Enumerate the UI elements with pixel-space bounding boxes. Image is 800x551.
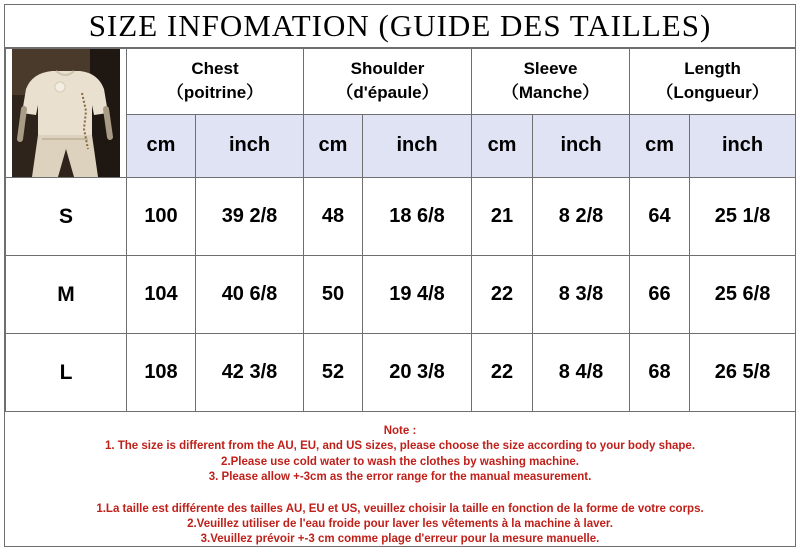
unit-cell: inch — [363, 114, 472, 178]
unit-cell: inch — [533, 114, 630, 178]
note-fr-line: 3.Veuillez prévoir +-3 cm comme plage d'erreur pour la mesure manuelle. — [200, 533, 600, 546]
measure-cell: 25 6/8 — [690, 256, 796, 334]
measure-cell: 50 — [304, 256, 363, 334]
note-en-line: 3. Please allow +-3cm as the error range for the manual measurement. — [208, 471, 592, 484]
note-en-line: 2.Please use cold water to wash the clothes by washing machine. — [221, 455, 579, 468]
table-row — [6, 178, 796, 256]
measure-cell: 22 — [472, 334, 533, 412]
unit-cell: inch — [690, 114, 796, 178]
measure-cell: 8 2/8 — [533, 178, 630, 256]
product-photo — [12, 49, 120, 177]
measure-cell: 22 — [472, 256, 533, 334]
note-en-line: 1. The size is different from the AU, EU, and US sizes, please choose the size according to your body shape. — [104, 440, 696, 453]
measure-cell: 108 — [127, 334, 196, 412]
group-chest — [127, 49, 304, 115]
measure-cell: 39 2/8 — [196, 178, 304, 256]
measure-cell: 8 4/8 — [533, 334, 630, 412]
table-row — [6, 256, 796, 334]
notes-heading: Note : — [383, 425, 417, 437]
size-chart-sheet — [4, 4, 796, 547]
measure-cell: 104 — [127, 256, 196, 334]
measure-cell: 26 5/8 — [690, 334, 796, 412]
measure-cell: 52 — [304, 334, 363, 412]
measure-cell: 40 6/8 — [196, 256, 304, 334]
group-length-name: Length — [684, 59, 741, 79]
measure-cell: 100 — [127, 178, 196, 256]
unit-cell: inch — [196, 114, 304, 178]
measure-cell: 18 6/8 — [363, 178, 472, 256]
group-length — [630, 49, 796, 115]
note-fr-line: 2.Veuillez utiliser de l'eau froide pour laver les vêtements à la machine à laver. — [187, 518, 613, 531]
measure-cell: 68 — [630, 334, 690, 412]
measure-cell: 19 4/8 — [363, 256, 472, 334]
measure-cell: 20 3/8 — [363, 334, 472, 412]
measure-cell: 21 — [472, 178, 533, 256]
measure-cell: 66 — [630, 256, 690, 334]
unit-cell: cm — [304, 114, 363, 178]
group-shoulder-name: Shoulder — [350, 59, 425, 79]
group-sleeve-name: Sleeve — [523, 59, 578, 79]
group-header-row — [6, 49, 796, 115]
table-row — [6, 334, 796, 412]
group-shoulder — [304, 49, 472, 115]
measure-cell: 64 — [630, 178, 690, 256]
product-photo-cell — [6, 49, 127, 178]
group-shoulder-sub: （d'épaule） — [336, 83, 439, 103]
size-label: M — [6, 256, 127, 334]
care-notes — [5, 421, 795, 546]
notes-spacer — [5, 486, 795, 502]
group-chest-name: Chest — [191, 59, 239, 79]
size-label: S — [6, 178, 127, 256]
measure-cell: 25 1/8 — [690, 178, 796, 256]
measure-cell: 48 — [304, 178, 363, 256]
unit-cell: cm — [472, 114, 533, 178]
unit-cell: cm — [127, 114, 196, 178]
measure-cell: 8 3/8 — [533, 256, 630, 334]
size-label: L — [6, 334, 127, 412]
group-sleeve — [472, 49, 630, 115]
group-chest-sub: （poitrine） — [166, 83, 264, 103]
note-fr-line: 1.La taille est différente des tailles AU, EU et US, veuillez choisir la taille en fonction de la forme de votre corps. — [96, 502, 704, 515]
group-sleeve-sub: （Manche） — [501, 83, 600, 103]
measure-cell: 42 3/8 — [196, 334, 304, 412]
size-table — [5, 48, 796, 412]
group-length-sub: （Longueur） — [656, 83, 769, 103]
unit-cell: cm — [630, 114, 690, 178]
chart-title: SIZE INFOMATION (GUIDE DES TAILLES) — [5, 5, 795, 48]
